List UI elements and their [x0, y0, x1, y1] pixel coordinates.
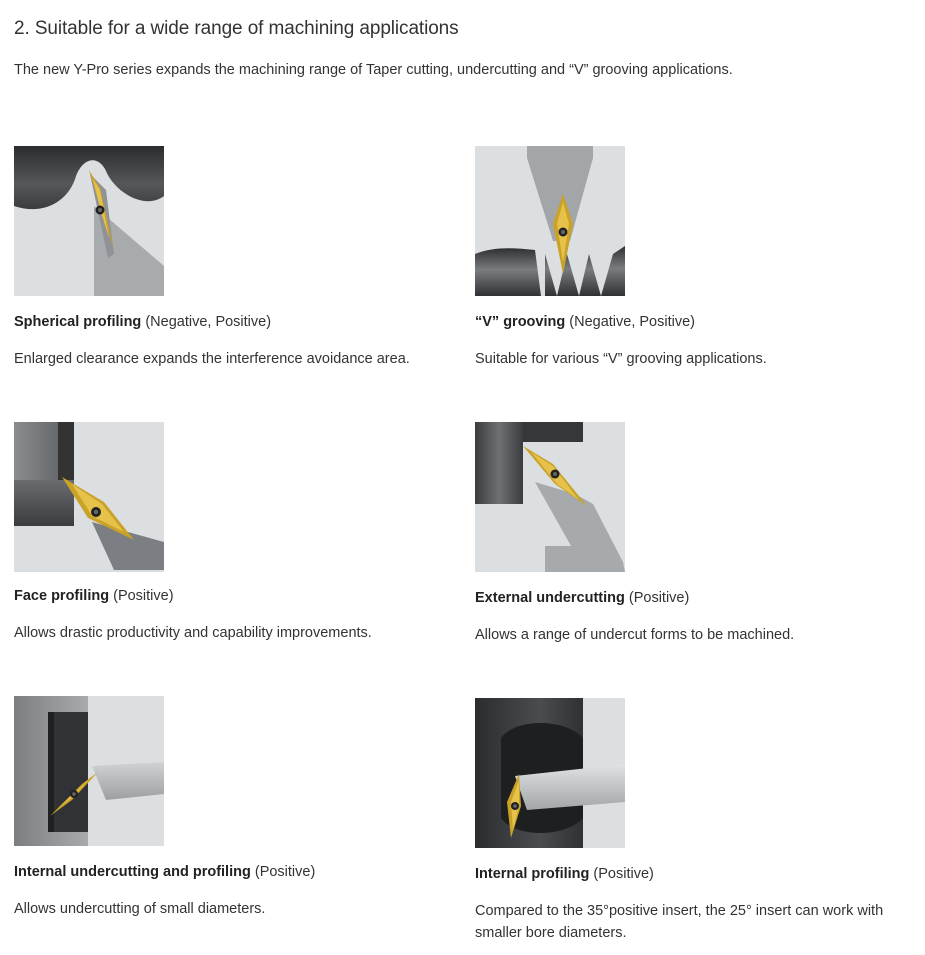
internal-undercutting-image: [14, 696, 164, 846]
spherical-profiling-image: [14, 146, 164, 296]
application-title: “V” grooving (Negative, Positive): [475, 314, 695, 330]
application-card-internal-undercutting-profiling: [14, 696, 464, 917]
application-description: Allows drastic productivity and capability improvements.: [14, 625, 372, 641]
application-description: Allows undercutting of small diameters.: [14, 901, 266, 917]
face-profiling-image: [14, 422, 164, 572]
application-title: Spherical profiling (Negative, Positive): [14, 314, 272, 330]
section-intro: The new Y-Pro series expands the machining range of Taper cutting, undercutting and “V” grooving applications.: [14, 62, 733, 78]
application-description: Suitable for various “V” grooving applications.: [475, 351, 767, 367]
internal-profiling-image: [475, 698, 625, 848]
application-title: Internal profiling (Positive): [475, 866, 654, 882]
application-card-internal-profiling: [475, 698, 925, 941]
section-heading: 2. Suitable for a wide range of machining applications: [14, 18, 459, 39]
application-title: Face profiling (Positive): [14, 588, 174, 604]
application-card-external-undercutting: [475, 422, 925, 643]
application-description: Compared to the 35°positive insert, the 25° insert can work with smaller bore diameters.: [475, 903, 884, 941]
application-card-face-profiling: [14, 422, 464, 641]
application-card-spherical-profiling: [14, 146, 464, 367]
v-grooving-image: [475, 146, 625, 296]
application-title: External undercutting (Positive): [475, 590, 690, 606]
application-description: Enlarged clearance expands the interference avoidance area.: [14, 351, 410, 367]
external-undercutting-image: [475, 422, 625, 572]
application-description: Allows a range of undercut forms to be machined.: [475, 627, 795, 643]
application-title: Internal undercutting and profiling (Positive): [14, 864, 316, 880]
application-card-v-grooving: [475, 146, 925, 367]
